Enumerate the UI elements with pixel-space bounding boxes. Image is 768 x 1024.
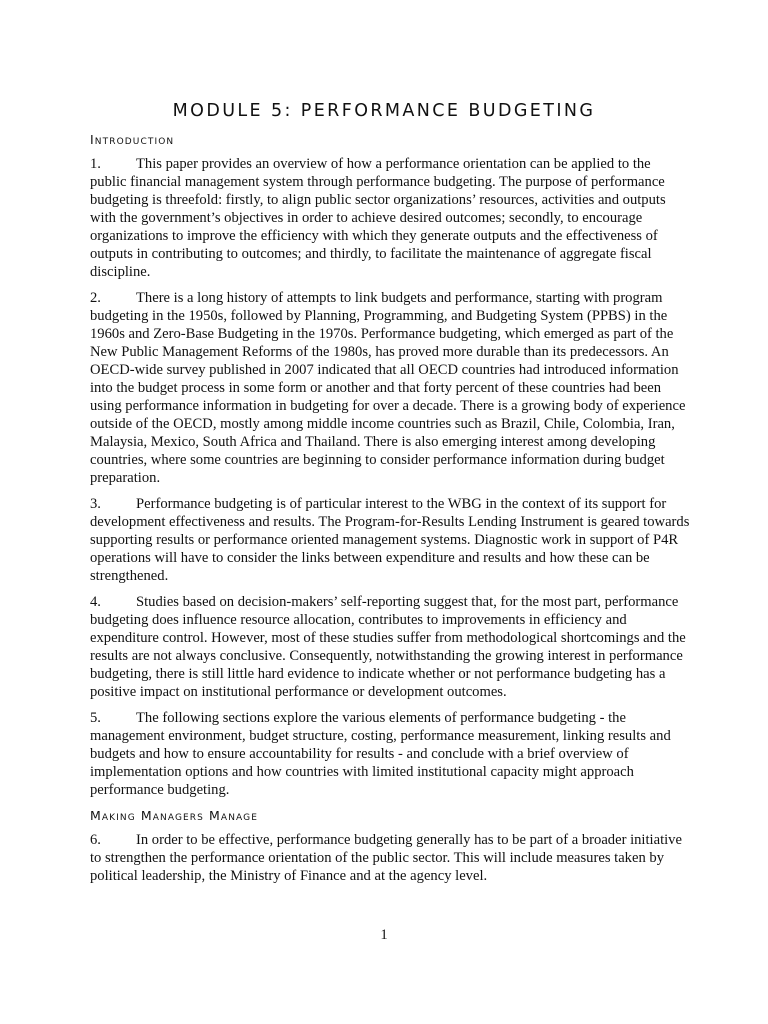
page-number: 1 [380,927,388,943]
paragraph-text: This paper provides an overview of how a performance orientation can be applied to the public financial management system through performance budgeting. The purpose of performance budgeting is threefold: firstly, to align public sector organizations’ resources, activities and outputs with the government’s objectives in order to achieve desired outcomes; secondly, to encourage organizations to improve the efficiency with which they generate outputs and the effectiveness of outputs in contributing to outcomes; and thirdly, to facilitate the maintenance of aggregate fiscal discipline. [90,156,666,280]
paragraph-text: Studies based on decision-makers’ self-reporting suggest that, for the most part, performance budgeting does influence resource allocation, contributes to improvements in efficiency and expenditure control. However, most of these studies suffer from methodological shortcomings and the results are not always conclusive. Consequently, notwithstanding the growing interest in performance budgeting, there is still little hard evidence to indicate whether or not performance budgeting has a positive impact on institutional performance or development outcomes. [90,594,686,700]
paragraph-3 [90,495,690,585]
paragraph-number: 6. [90,832,101,848]
paragraph-2 [90,289,690,487]
paragraph-text: The following sections explore the various elements of performance budgeting - the management environment, budget structure, costing, performance measurement, linking results and budgets and how to ensure accountability for results - and conclude with a brief overview of implementation options and how countries with limited institutional capacity might approach performance budgeting. [90,710,671,798]
section-heading-making-managers-manage: Making Managers Manage [90,808,258,823]
paragraph-text: There is a long history of attempts to link budgets and performance, starting with program budgeting in the 1950s, followed by Planning, Programming, and Budgeting System (PPBS) in the 1960s and Zero-Base Budgeting in the 1970s. Performance budgeting, which emerged as part of the New Public Management Reforms of the 1980s, has proved more durable than its predecessors. An OECD-wide survey published in 2007 indicated that all OECD countries had introduced information into the budget process in some form or another and that forty percent of these countries had been using performance information in budgeting for over a decade. There is a growing body of experience outside of the OECD, mostly among middle income countries such as Brazil, Chile, Colombia, Iran, Malaysia, Mexico, South Africa and Thailand. There is also emerging interest among developing countries, where some countries are beginning to consider performance information during budget preparation. [90,290,686,486]
paragraph-6 [90,831,690,885]
paragraph-number: 5. [90,710,101,726]
document-body [90,131,690,893]
paragraph-number: 1. [90,156,101,172]
paragraph-5 [90,709,690,799]
section-heading-introduction: Introduction [90,132,175,147]
paragraph-number: 2. [90,290,101,306]
page-title: MODULE 5: PERFORMANCE BUDGETING [172,101,596,121]
paragraph-4 [90,593,690,701]
paragraph-number: 4. [90,594,101,610]
paragraph-text: In order to be effective, performance budgeting generally has to be part of a broader initiative to strengthen the performance orientation of the public sector. This will include measures taken by political leadership, the Ministry of Finance and at the agency level. [90,832,682,884]
paragraph-text: Performance budgeting is of particular interest to the WBG in the context of its support for development effectiveness and results. The Program-for-Results Lending Instrument is geared towards supporting results or performance oriented management systems. Diagnostic work in support of P4R operations will have to consider the links between expenditure and results and how these can be strengthened. [90,496,690,584]
paragraph-1 [90,155,690,281]
paragraph-number: 3. [90,496,101,512]
